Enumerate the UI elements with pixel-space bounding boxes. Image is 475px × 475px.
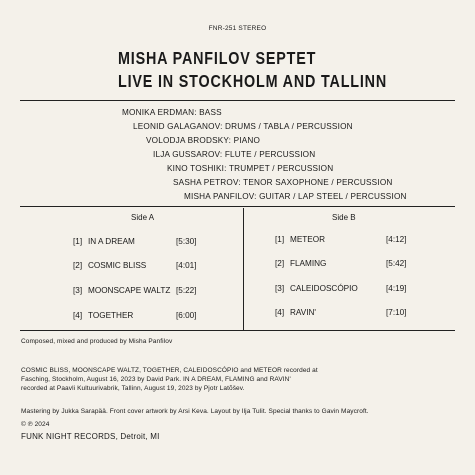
top-divider bbox=[20, 100, 455, 101]
track-title: IN A DREAM bbox=[88, 237, 135, 246]
copyright: © ℗ 2024 bbox=[21, 421, 50, 428]
credit-line: MISHA PANFILOV: GUITAR / LAP STEEL / PERCUSSION bbox=[184, 192, 407, 201]
track-number: [4] bbox=[275, 308, 285, 317]
track-title: COSMIC BLISS bbox=[88, 261, 147, 270]
track-duration: [6:00] bbox=[176, 311, 197, 320]
side-divider bbox=[243, 208, 244, 330]
credit-line: KINO TOSHIKI: TRUMPET / PERCUSSION bbox=[167, 164, 334, 173]
track-duration: [5:42] bbox=[386, 259, 407, 268]
recording-note-line: COSMIC BLISS, MOONSCAPE WALTZ, TOGETHER, CALEIDOSCÓPIO and METEOR recorded at bbox=[21, 367, 318, 374]
tracklist-bottom-divider bbox=[20, 330, 455, 331]
album-title-line2: LIVE IN STOCKHOLM AND TALLINN bbox=[118, 71, 388, 91]
track-number: [1] bbox=[73, 237, 83, 246]
recording-note-line: recorded at Paavli Kultuurivabrik, Tallinn, August 19, 2023 by Pjotr Latõšev. bbox=[21, 385, 245, 392]
mastering-credit: Mastering by Jukka Sarapää. Front cover artwork by Arsi Keva. Layout by Ilja Tulit. Special thanks to Gavin Maycroft. bbox=[21, 408, 369, 415]
credit-line: MONIKA ERDMAN: BASS bbox=[122, 108, 222, 117]
track-duration: [4:19] bbox=[386, 284, 407, 293]
credit-line: VOLODJA BRODSKY: PIANO bbox=[146, 136, 261, 145]
production-credit: Composed, mixed and produced by Misha Panfilov bbox=[21, 338, 173, 345]
track-duration: [7:10] bbox=[386, 308, 407, 317]
track-number: [3] bbox=[275, 284, 285, 293]
track-title: TOGETHER bbox=[88, 311, 134, 320]
album-title-line1: MISHA PANFILOV SEPTET bbox=[118, 48, 317, 68]
track-number: [2] bbox=[73, 261, 83, 270]
track-title: METEOR bbox=[290, 235, 326, 244]
record-label: FUNK NIGHT RECORDS, Detroit, MI bbox=[21, 432, 160, 441]
track-title: RAVIN' bbox=[290, 308, 316, 317]
track-duration: [4:01] bbox=[176, 261, 197, 270]
credit-line: ILJA GUSSAROV: FLUTE / PERCUSSION bbox=[153, 150, 316, 159]
track-number: [2] bbox=[275, 259, 285, 268]
track-title: FLAMING bbox=[290, 259, 327, 268]
credit-line: LEONID GALAGANOV: DRUMS / TABLA / PERCUSSION bbox=[133, 122, 353, 131]
catalog-number: FNR-251 STEREO bbox=[208, 25, 267, 32]
track-duration: [4:12] bbox=[386, 235, 407, 244]
track-title: CALEIDOSCÓPIO bbox=[290, 284, 358, 293]
track-number: [4] bbox=[73, 311, 83, 320]
track-title: MOONSCAPE WALTZ bbox=[88, 286, 171, 295]
track-duration: [5:22] bbox=[176, 286, 197, 295]
track-number: [3] bbox=[73, 286, 83, 295]
track-duration: [5:30] bbox=[176, 237, 197, 246]
recording-note-line: Fasching, Stockholm, August 16, 2023 by David Park. IN A DREAM, FLAMING and RAVIN' bbox=[21, 376, 291, 383]
side-a-heading: Side A bbox=[131, 213, 155, 222]
credit-line: SASHA PETROV: TENOR SAXOPHONE / PERCUSSION bbox=[173, 178, 393, 187]
track-number: [1] bbox=[275, 235, 285, 244]
tracklist-top-divider bbox=[20, 206, 455, 207]
side-b-heading: Side B bbox=[332, 213, 356, 222]
